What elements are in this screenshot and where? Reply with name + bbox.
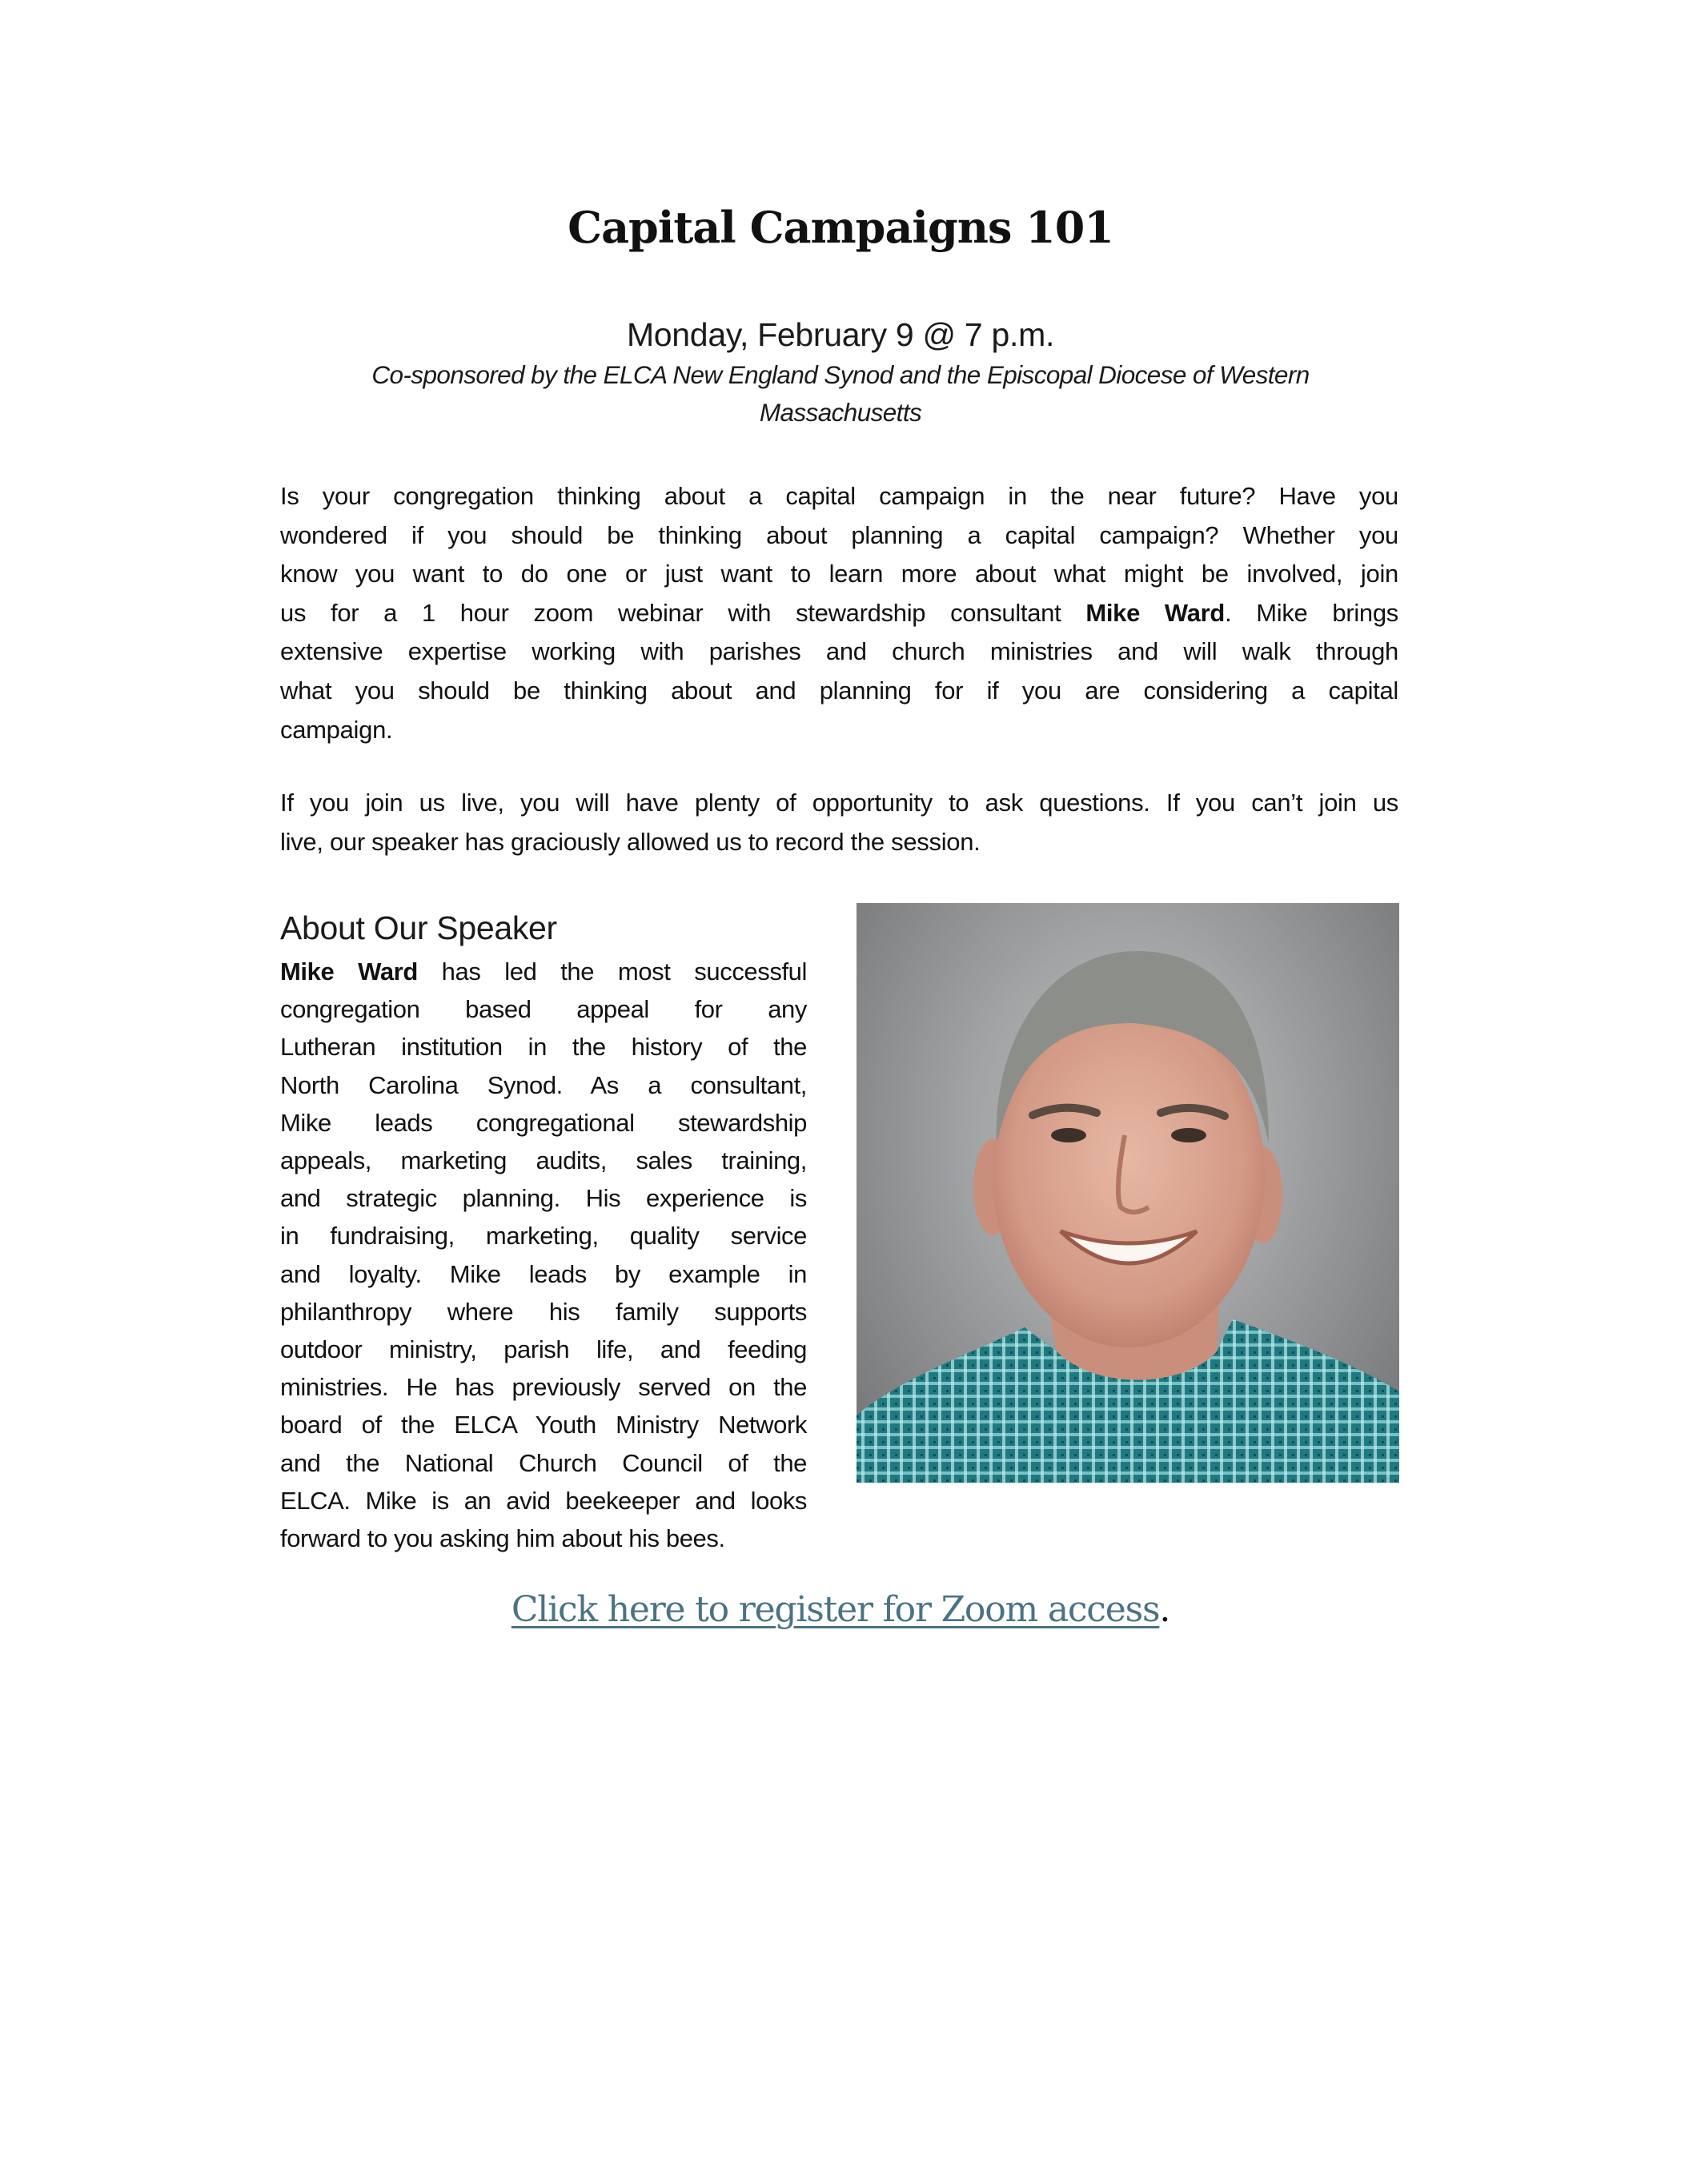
about-speaker-heading: About Our Speaker	[280, 909, 557, 946]
intro-line: Is your congregation thinking about a capital campaign in the near future? Have you	[280, 482, 1398, 510]
intro-line	[280, 594, 1398, 633]
register-line	[0, 1585, 1681, 1635]
register-period: .	[1159, 1589, 1170, 1630]
bio-line	[280, 953, 807, 990]
bio-line: board of the ELCA Youth Ministry Network	[280, 1411, 807, 1439]
recording-line: If you join us live, you will have plenty of opportunity to ask questions. If you can’t join us	[280, 789, 1398, 817]
speaker-name-bold: Mike Ward	[280, 958, 418, 986]
intro-text: . Mike brings	[1225, 598, 1399, 627]
bio-line: ministries. He has previously served on the	[280, 1373, 807, 1402]
intro-text: us for a 1 hour zoom webinar with stewardship consultant	[280, 598, 1086, 627]
bio-line: philanthropy where his family supports	[280, 1297, 807, 1326]
bio-text: has led the most successful	[417, 958, 807, 986]
intro-line: what you should be thinking about and planning for if you are considering a capital	[280, 676, 1398, 705]
bio-line: and strategic planning. His experience is	[280, 1184, 807, 1213]
intro-paragraph	[280, 477, 1398, 749]
bio-line: and loyalty. Mike leads by example in	[280, 1259, 807, 1288]
speaker-bio	[280, 953, 807, 1557]
bio-line: appeals, marketing audits, sales training,	[280, 1146, 807, 1175]
cosponsor-note: Co-sponsored by the ELCA New England Synod and the Episcopal Diocese of Western Massachusetts	[371, 360, 1310, 427]
bio-line: and the National Church Council of the	[280, 1448, 807, 1477]
recording-line: live, our speaker has graciously allowed us to record the session.	[280, 827, 981, 856]
bio-line: forward to you asking him about his bees.	[280, 1524, 725, 1553]
recording-paragraph	[280, 784, 1398, 861]
register-link[interactable]: Click here to register for Zoom access	[511, 1589, 1160, 1630]
speaker-name-bold: Mike Ward	[1085, 598, 1226, 627]
intro-line: know you want to do one or just want to learn more about what might be involved, join	[280, 560, 1398, 588]
intro-line: campaign.	[280, 715, 393, 744]
speaker-photo	[857, 903, 1399, 1483]
page-title: Capital Campaigns 101	[568, 202, 1113, 253]
bio-line: in fundraising, marketing, quality service	[280, 1222, 807, 1251]
intro-line: extensive expertise working with parishes and church ministries and will walk through	[280, 637, 1398, 666]
event-date: Monday, February 9 @ 7 p.m.	[626, 316, 1055, 353]
bio-line: congregation based appeal for any	[280, 995, 807, 1024]
speaker-portrait-icon	[857, 903, 1399, 1483]
bio-line: Mike leads congregational stewardship	[280, 1108, 807, 1137]
bio-line: North Carolina Synod. As a consultant,	[280, 1070, 807, 1099]
bio-line: Lutheran institution in the history of the	[280, 1033, 807, 1062]
intro-line: wondered if you should be thinking about planning a capital campaign? Whether you	[280, 520, 1398, 549]
bio-line: ELCA. Mike is an avid beekeeper and looks	[280, 1486, 807, 1515]
bio-line: outdoor ministry, parish life, and feeding	[280, 1335, 807, 1364]
